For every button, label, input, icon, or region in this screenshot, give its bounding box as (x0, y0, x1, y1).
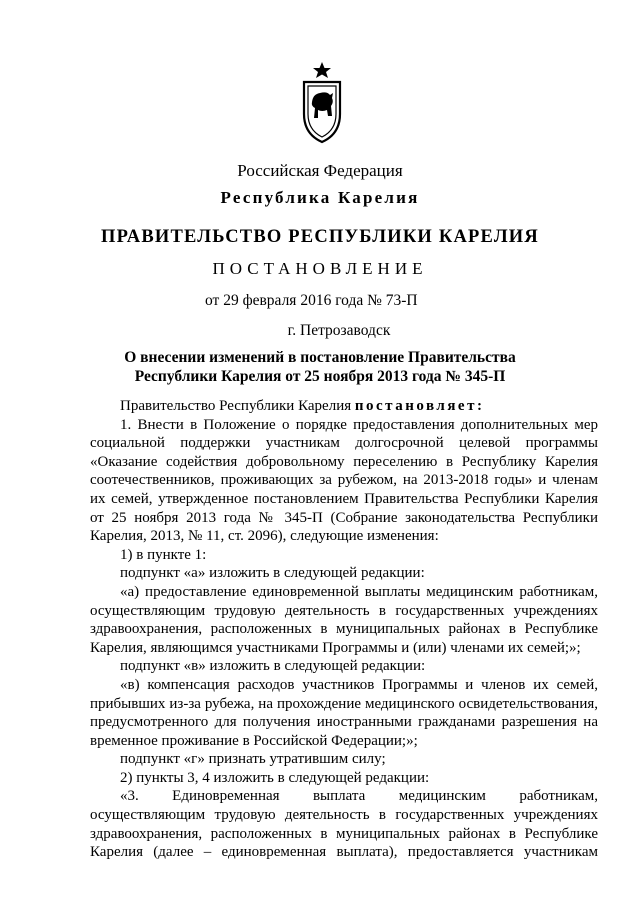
document-body (90, 397, 598, 862)
document-title (0, 348, 640, 386)
intro-prefix: Правительство Республики Карелия (120, 398, 355, 414)
intro-paragraph (90, 397, 598, 416)
paragraph-9: «3. Единовременная выплата медицинским работникам, осуществляющим трудовую деятельность в государственных учреждениях здравоохранения, расположенных в муниципальных районах в Республике Карелия (далее – единовременная выплата), предоставляется участникам (90, 788, 598, 861)
government-name: ПРАВИТЕЛЬСТВО РЕСПУБЛИКИ КАРЕЛИЯ (101, 227, 539, 247)
paragraph-8: 2) пункты 3, 4 изложить в следующей редакции: (120, 769, 430, 786)
paragraph-2: 1) в пункте 1: (120, 546, 207, 563)
document-city: г. Петрозаводск (287, 322, 391, 339)
paragraph-6: «в) компенсация расходов участников Программы и членов их семей, прибывших из-за рубежа, на прохождение медицинского освидетельствования, предусмотренного для получения иностранными гражданами разрешения на временное проживание в Российской Федерации;»; (90, 676, 598, 749)
paragraph-7: подпункт «г» признать утратившим силу; (120, 751, 386, 768)
paragraph-1: 1. Внести в Положение о порядке предоставления дополнительных мер социальной поддержки участникам долгосрочной целевой программы «Оказание содействия добровольному переселению в Республику Карелия соотечественников, проживающих за рубежом, на 2013-2018 годы» и членам их семей, утвержденное постановлением Правительства Республики Карелия от 25 ноября 2013 года № 345-П (Собрание законодательства Республики Карелия, 2013, № 11, ст. 2096), следующие изменения: (90, 416, 598, 545)
decree-word: постановляет: (354, 398, 485, 414)
document-date-number: от 29 февраля 2016 года № 73-П (205, 292, 418, 309)
title-line-2: Республики Карелия от 25 ноября 2013 года № 345-П (134, 368, 506, 385)
country-name: Российская Федерация (237, 161, 403, 180)
paragraph-4: «а) предоставление единовременной выплаты медицинским работникам, осуществляющим трудовую деятельность в государственных учреждениях здравоохранения, расположенных в муниципальных районах в Республике Карелия, являющимся участниками Программы и (или) членами их семей;»; (90, 583, 598, 656)
title-line-1: О внесении изменений в постановление Правительства (124, 349, 516, 366)
karelia-coat-of-arms-icon (300, 62, 344, 144)
republic-name: Республика Карелия (220, 188, 420, 207)
paragraph-5: подпункт «в» изложить в следующей редакции: (120, 658, 426, 675)
paragraph-3: подпункт «а» изложить в следующей редакции: (120, 565, 425, 582)
document-type: ПОСТАНОВЛЕНИЕ (212, 259, 428, 278)
